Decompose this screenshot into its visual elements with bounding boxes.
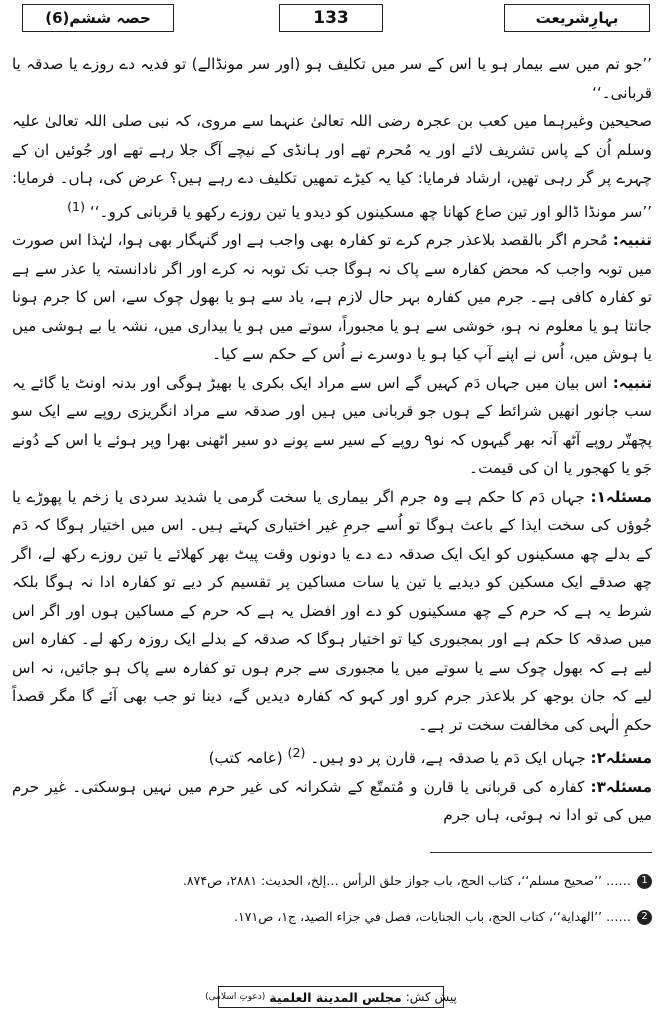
masala-1-text: جہاں دَم کا حکم ہے وہ جرم اگر بیماری یا سخت گرمی یا شدید سردی یا زخم یا پھوڑے یا جُوؤں کی سخت ایذا کے باعث ہوگا تو اُسے جرمِ غیر اختیاری کہتے ہیں۔ اس میں اختیار ہوگا کہ دَم کے بدلے چھ مسکینوں کو ایک ایک صدقہ دے دے یا دونوں وقت پیٹ بھر کھلائے یا تین روزے رکھ لے، اگر چھ صدقے ایک مسکین کو دیدیے یا تین یا سات مساکین پر تقسیم کر دیے تو کفارہ ادا نہ ہوگا بلکہ شرط یہ ہے کہ حرم کے چھ مسکینوں کو دے اور افضل یہ ہے کہ حرم کے مساکین ہوں اور اگر اس میں صدقہ کا حکم ہے اور بمجبوری کیا تو اختیار ہوگا کہ صدقہ کے بدلے ایک روزہ رکھ لے۔ کفارہ اس لیے ہے کہ بھول چوک سے یا سوتے میں یا مجبوری سے جرم ہوں تو کفارہ سے پاک ہو جائیں، نہ اس لیے کہ جان بوجھ کر بلاعذر جرم کرو اور کہو کہ کفارہ دیدیں گے، دینا تو جب بھی آئے گا مگر قصداً حکمِ الٰہی کی مخالفت سخت تر ہے۔	[12, 487, 652, 734]
masala-2-text: جہاں ایک دَم یا صدقہ ہے، قارن پر دو ہیں۔	[310, 749, 586, 768]
main-text	[12, 50, 652, 830]
note-text-1: مُحرم اگر بالقصد بلاعذر جرم کرے تو کفارہ بھی واجب ہے اور گنہگار بھی ہوا، لہٰذا اس صورت میں توبہ واجب کہ محض کفارہ سے پاک نہ ہوگا جب تک توبہ نہ کرے اور اگر نادانستہ یا عذر سے ہے تو کفارہ کافی ہے۔ جرم میں کفارہ بہر حال لازم ہے، یاد سے ہو یا بھول چوک سے، اس کا جرم ہونا جانتا ہو یا معلوم نہ ہو، خوشی سے ہو یا مجبوراً، سوتے میں ہو یا بیداری میں، نشہ یا بے ہوشی میں یا ہوش میں، اُس نے اپنے آپ کیا ہو یا دوسرے نے اُس کے حکم سے کیا۔	[12, 231, 652, 364]
footnote-1-number: 1	[637, 874, 652, 889]
publisher-footer	[205, 986, 457, 1008]
footnote-2-text: …… ’’الهداية‘‘، كتاب الحج، باب الجنايات، فصل في جزاء الصيد، ج۱، ص۱۷۱.	[234, 909, 631, 924]
footnote-ref-2: (2)	[287, 745, 306, 761]
note-label-2: تنبیہ:	[612, 373, 653, 392]
footnote-1	[12, 870, 652, 892]
hadith-paragraph	[12, 107, 652, 226]
note-paragraph-2	[12, 369, 652, 483]
masala-2-label: مسئلہ۲:	[590, 749, 652, 768]
note-label-1: تنبیہ:	[612, 231, 652, 250]
footer-org: مجلس المدينة العلمية	[269, 989, 402, 1005]
masala-3-text: کفارہ کی قربانی یا قارن و مُتمتّع کے شکرانہ کی غیر حرم میں نہیں ہوسکتی۔ غیر حرم میں کی تو ادا نہ ہوئی، ہاں جرم	[12, 777, 652, 825]
quran-quote: ’’جو تم میں سے بیمار ہو یا اس کے سر میں تکلیف ہو (اور سر مونڈالے) تو فدیہ دے روزے یا صدقہ یا قربانی۔‘‘	[12, 55, 652, 102]
footnote-2	[12, 906, 652, 928]
footnote-2-number: 2	[637, 910, 652, 925]
section-label: حصہ ششم(6)	[22, 4, 174, 32]
note-text-2: اس بیان میں جہاں دَم کہیں گے اس سے مراد ایک بکری یا بھیڑ ہوگی اور بدنہ اونٹ یا گائے یہ سب جانور انھیں شرائط کے ہوں جو قربانی میں ہیں اور صدقہ سے مراد انگریزی روپے سے ایک سو پچھتّر روپے آٹھ آنہ بھر گیہوں کہ نو۹ روپے کے سیر سے پونے دو سیر اٹھنی بھرا وپر ہوئے یا اس کے دُونے جَو یا کھجور یا ان کی قیمت۔	[12, 373, 652, 478]
masala-2	[12, 739, 652, 773]
note-paragraph-1	[12, 226, 652, 369]
footnotes	[12, 870, 652, 942]
masala-3	[12, 773, 652, 830]
masala-1-label: مسئلہ۱:	[590, 487, 652, 506]
hadith-text: صحیحین وغیرہما میں کعب بن عجرہ رضی اللہ تعالیٰ عنہما سے مروی، کہ نبی صلی اللہ تعالیٰ علیہ وسلم اُن کے پاس تشریف لائے اور یہ مُحرم تھے اور ہانڈی کے نیچے آگ جلا رہے تھے اور جُوئیں ان کے چہرے پر گر رہی تھیں، ارشاد فرمایا: کیا یہ کیڑے تمھیں تکلیف دے رہے ہیں؟ عرض کی، ہاں۔ فرمایا: ’’سر مونڈا ڈالو اور تین صاع کھانا چھ مسکینوں کو دیدو یا تین روزے رکھو یا قربانی کرو۔‘‘	[12, 112, 652, 221]
masala-3-label: مسئلہ۳:	[590, 777, 653, 796]
book-title: بہارِشریعت	[504, 4, 650, 32]
masala-2-source: (عامہ کتب)	[208, 749, 283, 768]
footer-prefix: پیش کش:	[405, 990, 457, 1004]
page-number: 133	[279, 4, 383, 32]
footer-sub: (دعوتِ اسلامی)	[205, 992, 266, 1002]
masala-1	[12, 483, 652, 740]
footnote-divider	[430, 852, 652, 853]
footnote-1-text: …… ’’صحيح مسلم‘‘، كتاب الحج، باب جواز حلق الرأس …إلخ، الحديث: ۲۸۸۱، ص۸۷۴.	[182, 873, 631, 888]
footnote-ref-1: (1)	[67, 198, 86, 214]
